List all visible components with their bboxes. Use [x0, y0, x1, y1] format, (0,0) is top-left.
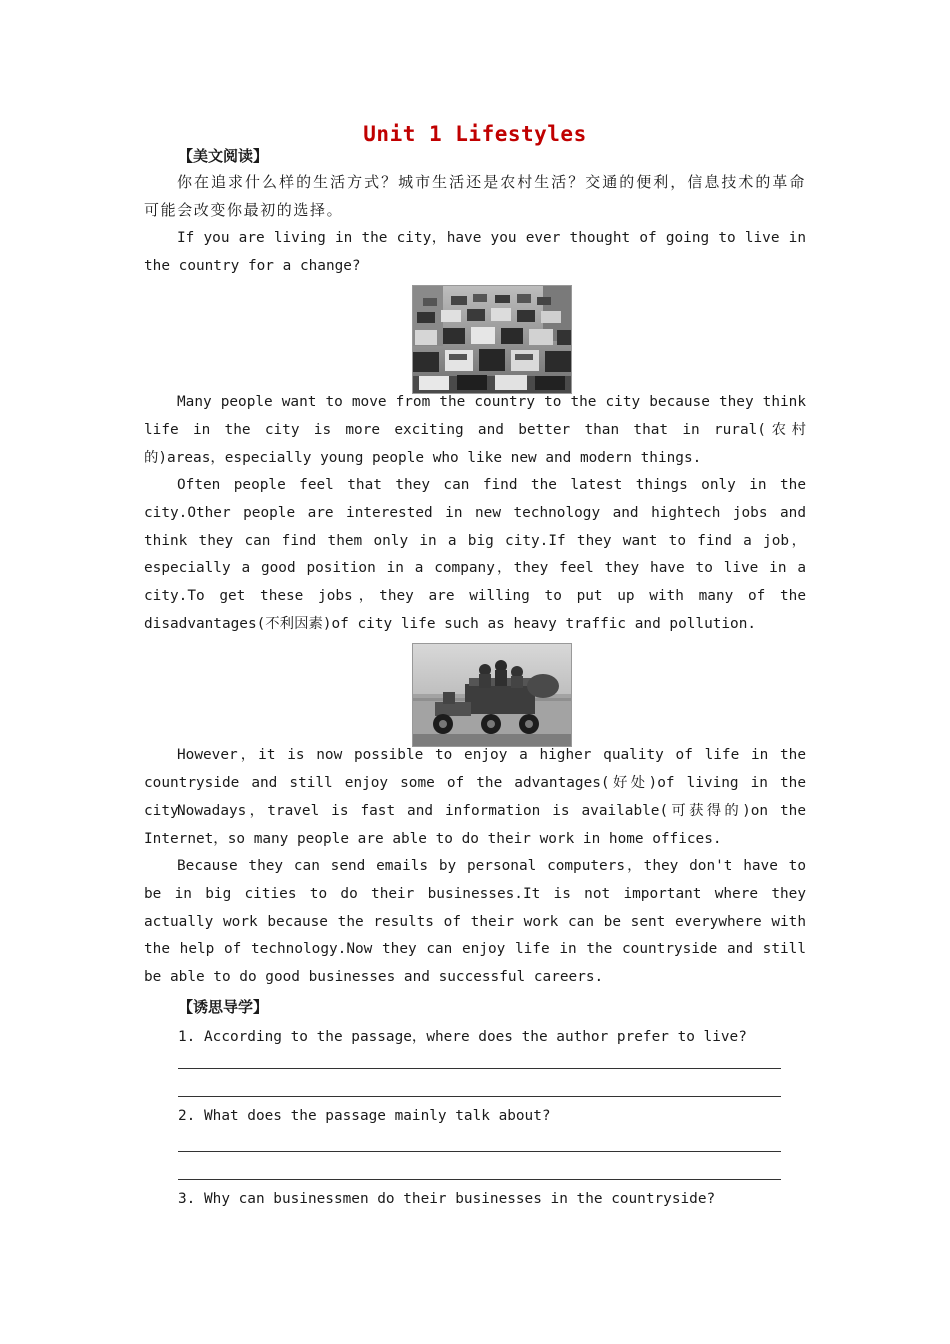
page-title: Unit 1 Lifestyles: [363, 122, 587, 146]
question-3: 3. Why can businessmen do their businesses in the countryside?: [178, 1191, 716, 1207]
paragraph-1: If you are living in the city，have you ever thought of going to live in the country for a change?: [144, 230, 806, 274]
paragraph-4: However，it is now possible to enjoy a higher quality of life in the countryside and still enjoy some of the advantages(好处)of living in the city.: [144, 747, 806, 819]
paragraph-3: Often people feel that they can find the latest things only in the city.Other people are interested in new technology and hightech jobs and think they can find them only in a big city.If they want to find a job，especially a good position in a company，they feel they have to live in a city.To get these jobs，they are willing to put up with many of the disadvantages(不利因素)of city life such as heavy traffic and pollution.: [144, 477, 806, 632]
intro-chinese: 你在追求什么样的生活方式？城市生活还是农村生活？交通的便利，信息技术的革命可能会改变你最初的选择。: [144, 173, 806, 219]
rural-tricycle-photo: [412, 643, 572, 747]
traffic-jam-photo: [412, 285, 572, 394]
question-1: 1. According to the passage，where does the author prefer to live?: [178, 1029, 747, 1045]
answer-line[interactable]: [178, 1151, 781, 1152]
answer-line[interactable]: [178, 1096, 781, 1097]
section-heading-guide: 【诱思导学】: [178, 998, 269, 1016]
section-heading-reading: 【美文阅读】: [178, 147, 269, 165]
answer-line[interactable]: [178, 1179, 781, 1180]
rural-tricycle-image: [413, 644, 571, 746]
paragraph-6: Because they can send emails by personal computers，they don't have to be in big cities to do their businesses.It is not important where they actually work because the results of their work can be sent everywhere with the help of technology.Now they can enjoy life in the countryside and still be able to do good businesses and successful careers.: [144, 858, 806, 986]
traffic-jam-image: [413, 286, 571, 393]
paragraph-5: Nowadays，travel is fast and information is available(可获得的)on the Internet，so many people are able to do their work in home offices.: [144, 803, 806, 847]
paragraph-2: Many people want to move from the country to the city because they think life in the city is more exciting and better than that in rural(农村的)areas，especially young people who like new and modern things.: [144, 394, 806, 466]
question-2: 2. What does the passage mainly talk about?: [178, 1108, 551, 1124]
answer-line[interactable]: [178, 1068, 781, 1069]
